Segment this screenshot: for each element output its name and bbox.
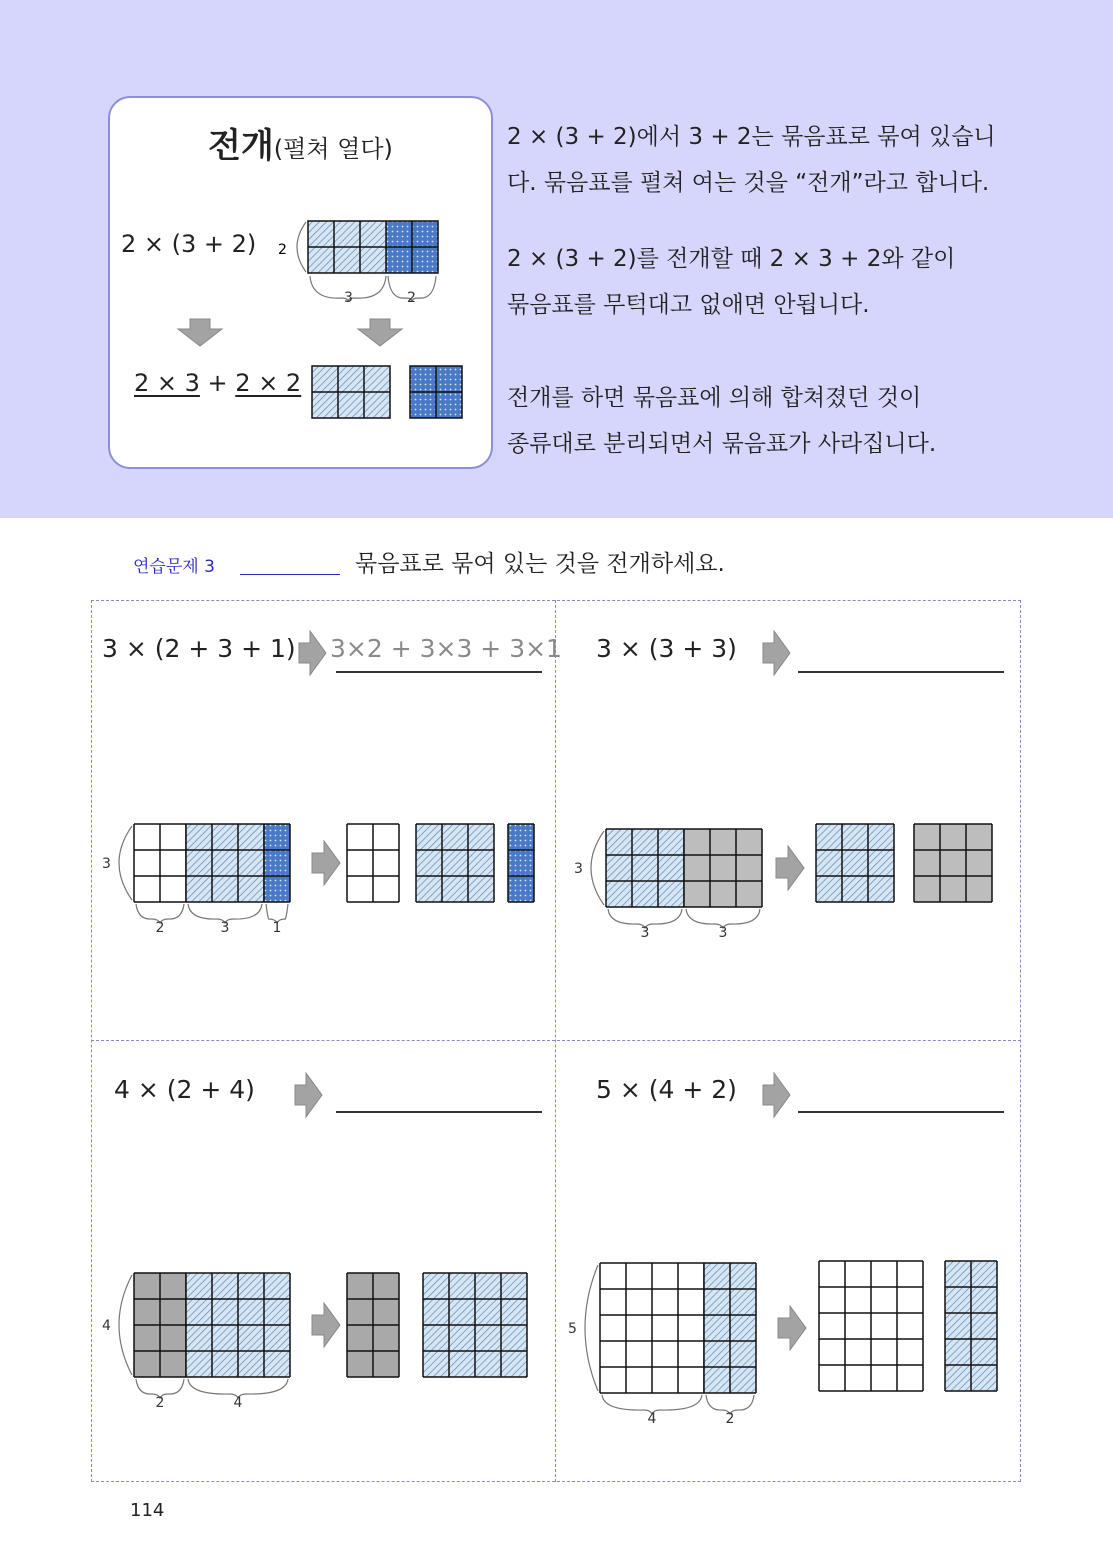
separated-group-3 [508,824,534,902]
paragraph-1 [507,114,996,206]
exercise-instruction: 묶음표로 묶여 있는 것을 전개하세요. [355,551,725,577]
paragraph-3-line-2: 종류대로 분리되면서 묶음표가 사라집니다. [507,431,937,457]
rows-brace [297,222,306,272]
expanded-term-1: 2 × 3 [134,369,200,397]
group-label: 4 [647,1411,657,1427]
right-arrow-icon [294,1071,324,1119]
separated-group-2 [914,824,992,902]
paragraph-1-line-2: 다. 묶음표를 펼쳐 여는 것을 “전개”라고 합니다. [507,170,990,196]
expanded-arrays [308,362,468,422]
frame-divider-vertical [555,600,556,1482]
problem-2-answer-line[interactable] [798,671,1004,673]
page-number: 114 [130,1500,165,1521]
down-arrow-icon [176,318,224,348]
problem-2-expression: 3 × (3 + 3) [596,634,737,663]
rows-brace [591,831,604,905]
rows-label: 3 [574,861,583,877]
right-arrow-icon [778,1306,806,1350]
concept-title-main: 전개 [208,126,274,166]
rows-brace [119,1275,132,1375]
separated-group-1 [816,824,894,902]
problem-1-answer: 3×2 + 3×3 + 3×1 [330,634,562,663]
right-arrow-icon [776,846,804,890]
down-arrow-icon [356,318,404,348]
expanded-plus: + [207,369,228,397]
separated-group-2 [423,1273,527,1377]
separated-group-1 [347,1273,399,1377]
separated-group-1 [819,1261,923,1391]
right-arrow-icon [762,629,792,677]
paragraph-2-line-1: 2 × (3 + 2)를 전개할 때 2 × 3 + 2와 같이 [507,246,956,272]
group-label: 3 [718,925,728,941]
concept-title-sub: (펼쳐 열다) [273,135,393,163]
separated-group-1 [347,824,399,902]
right-arrow-icon [762,1071,792,1119]
paragraph-3-line-1: 전개를 하면 묶음표에 의해 합쳐졌던 것이 [507,385,922,411]
group-label: 2 [155,1395,165,1411]
combined-group-2 [186,824,264,902]
combined-group-1 [600,1263,704,1393]
example-array [270,214,450,314]
separated-group-2 [416,824,494,902]
separated-group-2 [945,1261,997,1391]
paragraph-2 [507,236,955,328]
expanded-term-2: 2 × 2 [235,369,302,397]
problem-3-expression: 4 × (2 + 4) [114,1075,255,1104]
right-arrow-icon [312,1303,340,1347]
problem-3-answer-line[interactable] [336,1111,542,1113]
problem-1-figure [98,818,548,940]
frame-divider-horizontal [91,1040,1021,1041]
paragraph-3 [507,375,936,467]
problem-2-figure [568,818,1008,948]
right-arrow-icon [298,629,328,677]
combined-group-2 [684,829,762,907]
rows-brace [585,1265,598,1391]
concept-title [108,118,493,167]
group-label-2: 2 [407,290,416,306]
problem-4-figure [562,1256,1008,1440]
group-label: 3 [220,920,230,936]
group-label: 2 [725,1411,735,1427]
rows-brace [119,826,132,900]
example-expression: 2 × (3 + 2) [121,230,257,258]
combined-group-2 [186,1273,290,1377]
paragraph-1-line-1: 2 × (3 + 2)에서 3 + 2는 묶음표로 묶여 있습니 [507,124,996,150]
group-label: 4 [233,1395,243,1411]
rows-label: 4 [102,1318,111,1334]
group-label-1: 3 [344,290,353,306]
rows-label: 2 [278,242,287,258]
problem-1-answer-line[interactable] [336,671,542,673]
rows-label: 3 [102,856,111,872]
group-label: 1 [272,920,282,936]
combined-group-1 [134,824,186,902]
problem-1-expression: 3 × (2 + 3 + 1) [102,634,296,663]
group-label: 3 [640,925,650,941]
paragraph-2-line-2: 묶음표를 무턱대고 없애면 안됩니다. [507,292,870,318]
problem-4-expression: 5 × (4 + 2) [596,1075,737,1104]
combined-group-1 [606,829,684,907]
problem-3-figure [98,1266,538,1418]
combined-group-3 [264,824,290,902]
exercise-name-line[interactable] [240,574,340,575]
expanded-expression [134,369,301,397]
combined-group-1 [134,1273,186,1377]
right-arrow-icon [312,841,340,885]
example-grid [308,221,438,273]
combined-group-2 [704,1263,756,1393]
group-label: 2 [155,920,165,936]
rows-label: 5 [568,1321,577,1337]
problem-4-answer-line[interactable] [798,1111,1004,1113]
exercise-label: 연습문제 3 [133,557,215,577]
